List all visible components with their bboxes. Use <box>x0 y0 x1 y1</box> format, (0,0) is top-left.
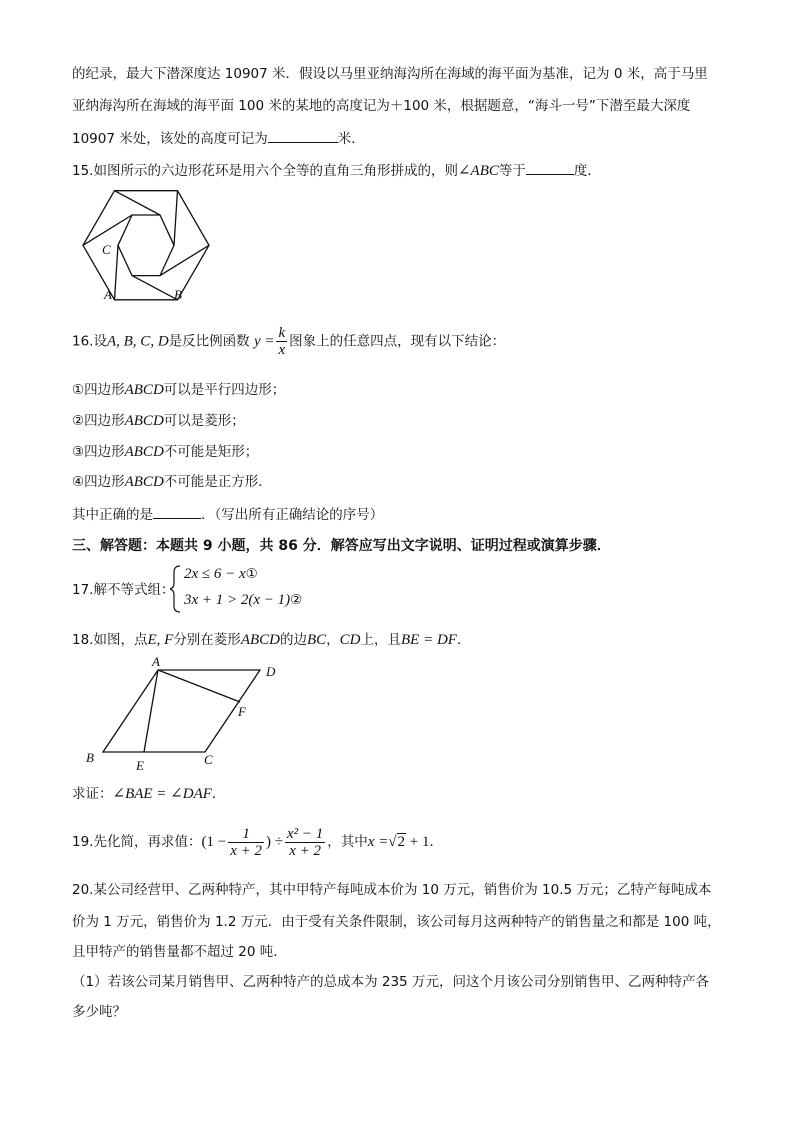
q20-line-3: 且甲特产的销售量都不超过 20 吨． <box>72 944 287 960</box>
f2-den: x + 2 <box>289 842 321 859</box>
q17-label: 17.解不等式组： <box>72 582 175 598</box>
q18-text-e: ． <box>456 632 471 648</box>
intro-line-3 <box>72 128 365 149</box>
intro-line-2: 亚纳海沟所在海域的海平面 100 米的某地的高度记为＋100 米，根据题意，“海斗一号”下潜至最大深度 <box>72 98 691 114</box>
c1-prefix: ①四边形 <box>72 382 125 398</box>
rhombus-abcd <box>103 670 260 752</box>
q15-text-a: 15.如图所示的六边形花环是用六个全等的直角三角形拼成的，则 <box>72 163 458 179</box>
label-c: C <box>102 242 111 257</box>
prove-prefix: 求证： <box>72 786 113 802</box>
segment-af <box>158 670 240 702</box>
label-a: A <box>152 654 160 669</box>
c2-suffix: 可以是菱形； <box>163 413 245 429</box>
prove-statement: ∠BAE = ∠DAF <box>112 786 212 802</box>
q18-abcd: ABCD <box>240 632 280 648</box>
q16-fn-num: k <box>278 325 286 341</box>
sqrt-sign-icon: √ <box>388 834 397 850</box>
q16-text-a: 16.设 <box>72 333 107 350</box>
intro-line-3-unit: 米． <box>337 131 365 147</box>
system-brace-icon <box>170 564 182 614</box>
prove-suffix: ． <box>211 786 226 802</box>
q15-text-c: 度． <box>573 163 601 179</box>
q16-conclusion-1 <box>72 380 285 400</box>
q18-text-d: 上，且 <box>360 632 401 648</box>
q15-angle: ∠ABC <box>457 163 499 179</box>
c4-abcd: ABCD <box>124 474 164 490</box>
label-c: C <box>204 752 213 767</box>
c1-suffix: 可以是平行四边形； <box>163 382 286 398</box>
f2-num: x² − 1 <box>286 825 324 842</box>
intro-line-1: 的纪录，最大下潜深度达 10907 米．假设以马里亚纳海沟所在海域的海平面为基准，记为 0 米，高于马里 <box>72 66 708 82</box>
ineq-2-text: 3x + 1 > 2(x − 1) <box>184 592 291 608</box>
q19-fraction-2 <box>285 826 325 859</box>
ineq-1-text: 2x ≤ 6 − x <box>184 566 246 582</box>
rhombus-figure <box>80 652 290 777</box>
q16-fraction <box>276 325 287 358</box>
question-19 <box>72 822 443 862</box>
q18-text-b: 分别在菱形 <box>173 632 241 648</box>
hexagon-labels <box>100 284 200 304</box>
c4-prefix: ④四边形 <box>72 474 125 490</box>
f1-den: x + 2 <box>230 842 262 859</box>
q16-points: A, B, C, D <box>106 333 169 350</box>
segment-ae <box>144 670 158 752</box>
q19-x-eq: x = <box>367 834 389 850</box>
q16-text-c: 图象上的任意四点，现有以下结论： <box>289 333 506 350</box>
section-3-heading: 三、解答题：本题共 9 小题，共 86 分．解答应写出文字说明、证明过程或演算步骤． <box>72 538 611 554</box>
q18-comma: ， <box>326 632 340 648</box>
q20-line-2: 价为 1 万元，销售价为 1.2 万元．由于受有关条件限制，该公司每月这两种特产的销售量之和都是 100 吨， <box>72 914 721 930</box>
q16-conclusion-2 <box>72 411 245 431</box>
q17-ineq-2 <box>184 592 302 609</box>
c1-abcd: ABCD <box>124 382 164 398</box>
q18-text-c: 的边 <box>279 632 307 648</box>
q18-text-a: 18.如图，点 <box>72 632 148 648</box>
q20-part-1-line-1: （1）若该公司某月销售甲、乙两种特产的总成本为 235 万元，问这个月该公司分别销售甲、乙两种特产各 <box>72 974 709 990</box>
c3-abcd: ABCD <box>124 444 164 460</box>
label-b: B <box>174 287 182 302</box>
q16-text-b: 是反比例函数 <box>168 333 250 350</box>
q19-text-a: 19.先化简，再求值： <box>72 834 202 850</box>
q18-bc: BC <box>306 632 327 648</box>
ineq-1-mark: ① <box>245 566 258 582</box>
answer-blank-16[interactable] <box>153 504 201 519</box>
label-a: A <box>104 287 112 302</box>
q18-points: E, F <box>147 632 174 648</box>
ineq-2-mark: ② <box>290 592 303 608</box>
q16-fn-lhs: y = <box>253 333 275 350</box>
answer-blank-14[interactable] <box>268 128 338 143</box>
q16-conclusion-3 <box>72 442 258 462</box>
question-16 <box>72 325 505 358</box>
q19-text-b: ，其中 <box>327 834 368 850</box>
label-b: B <box>86 750 94 765</box>
spoke-2 <box>174 191 178 246</box>
q19-open: (1 − <box>201 834 227 850</box>
q18-cd: CD <box>339 632 361 648</box>
q20-part-1-line-2: 多少吨？ <box>72 1004 126 1020</box>
inner-hexagon <box>118 215 174 276</box>
f1-num: 1 <box>228 826 264 843</box>
label-e: E <box>136 758 144 773</box>
q20-line-1: 20.某公司经营甲、乙两种特产，其中甲特产每吨成本价为 10 万元，销售价为 10.5 万元；乙特产每吨成本 <box>72 882 712 898</box>
c4-suffix: 不可能是正方形． <box>163 474 272 490</box>
question-15 <box>72 160 601 181</box>
c2-abcd: ABCD <box>124 413 164 429</box>
q16-answer-prefix: 其中正确的是 <box>72 507 153 523</box>
label-d: D <box>266 664 276 679</box>
spoke-1 <box>115 191 161 215</box>
q16-conclusion-4 <box>72 472 272 492</box>
q15-text-b: 等于 <box>498 163 526 179</box>
c3-prefix: ③四边形 <box>72 444 125 460</box>
answer-blank-15[interactable] <box>526 160 574 175</box>
intro-line-3-text: 10907 米处，该处的高度可记为 <box>72 131 268 147</box>
q19-sqrt-value: 2 <box>397 834 406 850</box>
q19-plus: + 1 <box>406 834 430 850</box>
q18-equation: BE = DF <box>401 632 457 648</box>
q16-answer-line <box>72 504 383 525</box>
label-f: F <box>238 704 246 719</box>
q19-text-c: ． <box>429 834 443 850</box>
question-18 <box>72 630 470 650</box>
q19-divide: ) ÷ <box>265 834 283 850</box>
c3-suffix: 不可能是矩形； <box>163 444 259 460</box>
q16-fn-den: x <box>278 342 286 358</box>
q19-fraction-1 <box>228 826 264 859</box>
q18-prove <box>72 784 225 804</box>
c2-prefix: ②四边形 <box>72 413 125 429</box>
q17-ineq-1 <box>184 566 258 583</box>
q16-answer-suffix: ．（写出所有正确结论的序号） <box>201 507 384 523</box>
